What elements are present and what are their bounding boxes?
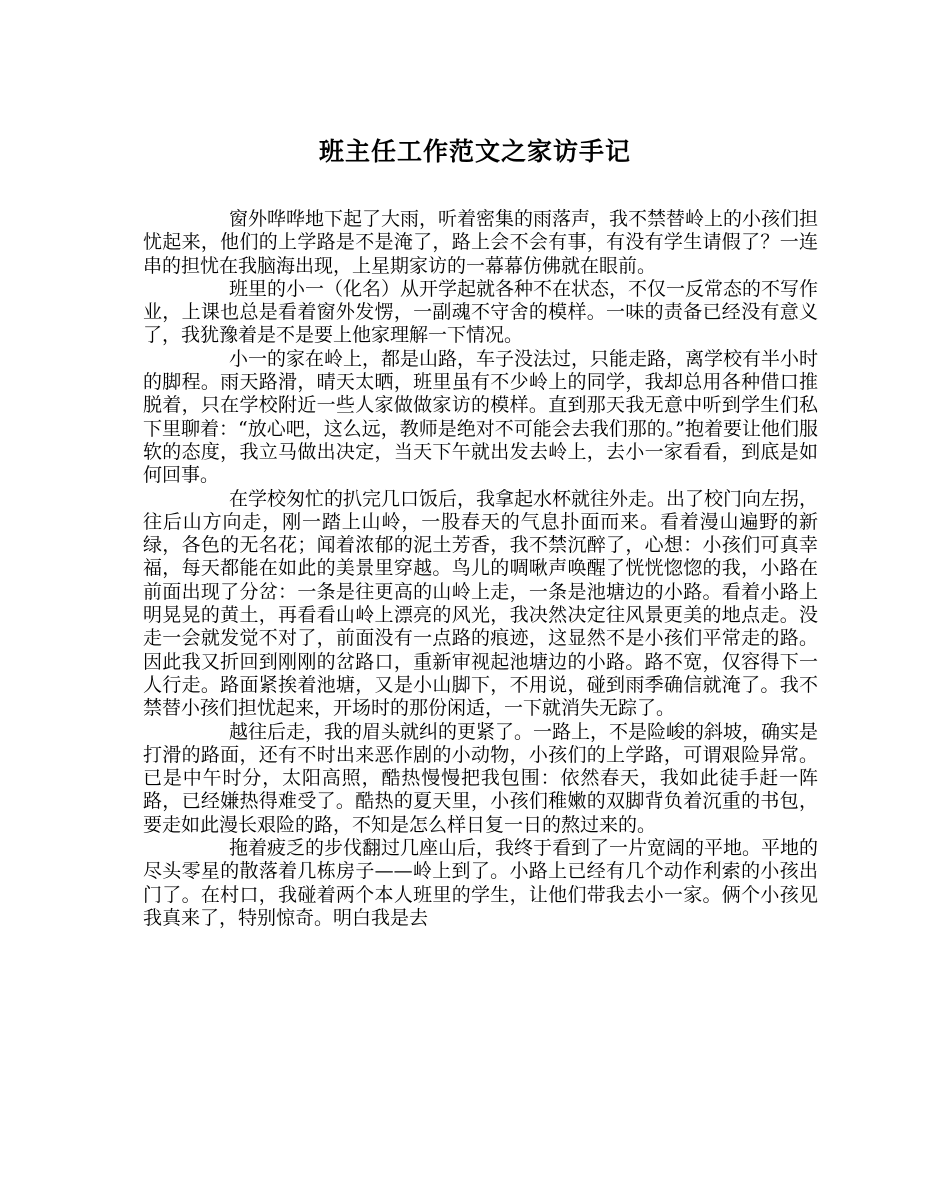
- document-title: 班主任工作范文之家访手记: [318, 137, 631, 166]
- paragraph-2: 班里的小一（化名）从开学起就各种不在状态，不仅一反常态的不写作业，上课也总是看着窗外发愣，一副魂不守舍的模样。一味的责备已经没有意义了，我犹豫着是不是要上他家理解一下情况。: [143, 277, 819, 347]
- paragraph-6: 拖着疲乏的步伐翻过几座山后，我终于看到了一片宽阔的平地。平地的尽头零星的散落着几栋房子——岭上到了。小路上已经有几个动作利索的小孩出门了。在村口，我碰着两个本人班里的学生，让他们带我去小一家。俩个小孩见我真来了，特别惊奇。明白我是去: [143, 837, 819, 929]
- paragraph-4: 在学校匆忙的扒完几口饭后，我拿起水杯就往外走。出了校门向左拐，往后山方向走，刚一踏上山岭，一股春天的气息扑面而来。看着漫山遍野的新绿，各色的无名花；闻着浓郁的泥土芳香，我不禁沉醉了，心想：小孩们可真幸福，每天都能在如此的美景里穿越。鸟儿的啁啾声唤醒了恍恍惚惚的我，小路在前面出现了分岔：一条是往更高的山岭上走，一条是池塘边的小路。看着小路上明晃晃的黄土，再看看山岭上漂亮的风光，我决然决定往风景更美的地点走。没走一会就发觉不对了，前面没有一点路的痕迹，这显然不是小孩们平常走的路。因此我又折回到刚刚的岔路口，重新审视起池塘边的小路。路不宽，仅容得下一人行走。路面紧挨着池塘，又是小山脚下，不用说，碰到雨季确信就淹了。我不禁替小孩们担忧起来，开场时的那份闲适，一下就消失无踪了。: [143, 487, 819, 720]
- paragraph-1: 窗外哗哗地下起了大雨，听着密集的雨落声，我不禁替岭上的小孩们担忧起来，他们的上学路是不是淹了，路上会不会有事，有没有学生请假了？一连串的担忧在我脑海出现，上星期家访的一幕幕仿佛就在眼前。: [143, 208, 819, 277]
- document-body: [143, 208, 818, 930]
- paragraph-3: 小一的家在岭上，都是山路，车子没法过，只能走路，离学校有半小时的脚程。雨天路滑，晴天太晒，班里虽有不少岭上的同学，我却总用各种借口推脱着，只在学校附近一些人家做做家访的模样。直到那天我无意中听到学生们私下里聊着：“放心吧，这么远，教师是绝对不可能会去我们那的。”抱着要让他们服软的态度，我立马做出决定，当天下午就出发去岭上，去小一家看看，到底是如何回事。: [143, 347, 819, 487]
- paragraph-5: 越往后走，我的眉头就纠的更紧了。一路上，不是险峻的斜坡，确实是打滑的路面，还有不时出来恶作剧的小动物，小孩们的上学路，可谓艰险异常。已是中午时分，太阳高照，酷热慢慢把我包围：依然春天，我如此徒手赶一阵路，已经嫌热得难受了。酷热的夏天里，小孩们稚嫩的双脚背负着沉重的书包，要走如此漫长艰险的路，不知是怎么样日复一日的熬过来的。: [143, 720, 819, 836]
